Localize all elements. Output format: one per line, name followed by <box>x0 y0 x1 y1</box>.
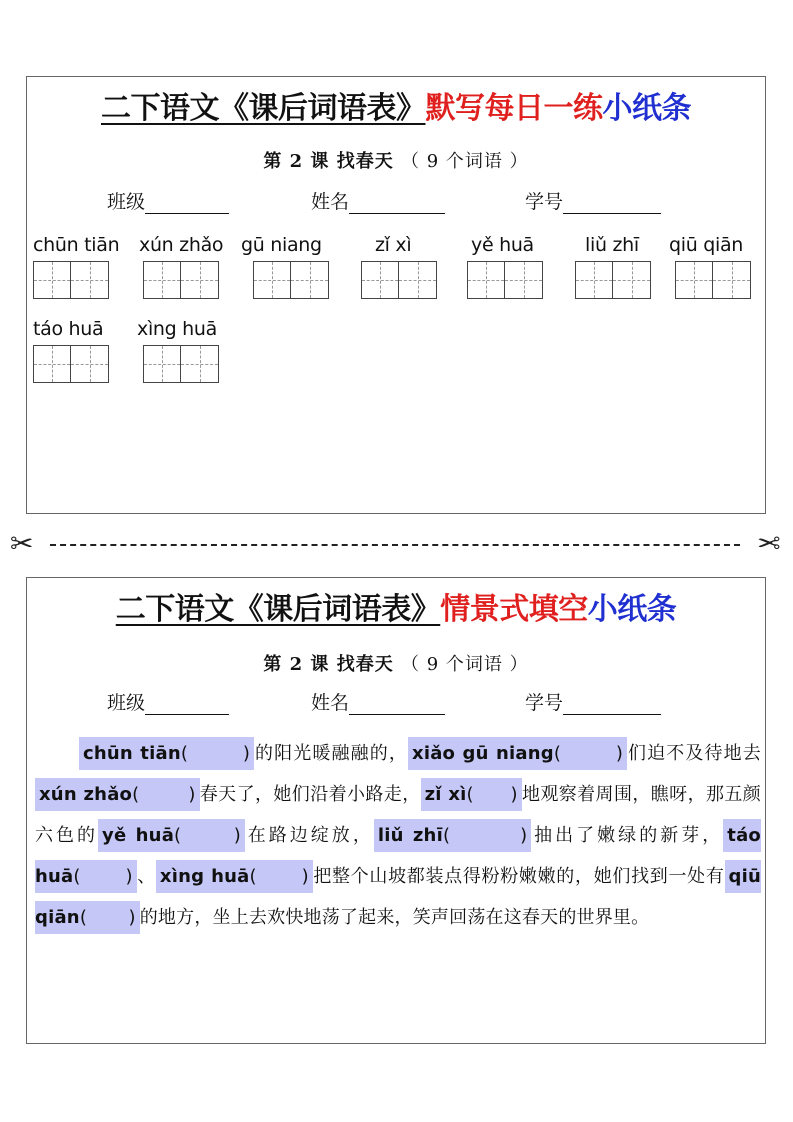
blank-xun-zhao[interactable] <box>35 778 200 811</box>
writing-cell[interactable] <box>143 345 181 383</box>
name-blank-line[interactable] <box>349 694 445 715</box>
cut-line <box>10 528 780 562</box>
writing-cell[interactable] <box>575 261 613 299</box>
title-highlight-blue: 小纸条 <box>602 91 691 126</box>
class-field[interactable] <box>107 187 229 214</box>
id-blank-line[interactable] <box>563 694 661 715</box>
name-label: 姓名 <box>311 191 350 213</box>
class-field[interactable] <box>107 688 229 715</box>
word-item <box>361 233 437 299</box>
card-title <box>27 590 765 630</box>
blank-chun-tian[interactable] <box>79 737 254 770</box>
title-highlight-red: 默写每日一练 <box>425 91 603 126</box>
writing-cell[interactable] <box>33 261 71 299</box>
writing-cell[interactable] <box>143 261 181 299</box>
blank-zi-xi[interactable] <box>421 778 522 811</box>
passage-text: 的地方，坐上去欢快地荡了起来，笑声回荡在这春天的世界里。 <box>139 907 650 928</box>
writing-cell[interactable] <box>71 261 109 299</box>
id-blank-line[interactable] <box>563 193 661 214</box>
passage-text: 的阳光暖融融的， <box>254 743 409 764</box>
writing-cell[interactable] <box>675 261 713 299</box>
blank-parens[interactable]: ( ) <box>73 866 133 887</box>
word-pinyin: zǐ xì <box>375 234 412 256</box>
writing-cell[interactable] <box>361 261 399 299</box>
word-pinyin: táo huā <box>33 318 104 340</box>
writing-grid[interactable] <box>253 261 329 299</box>
dashed-divider <box>50 544 740 546</box>
lesson-heading <box>27 650 765 676</box>
id-field[interactable] <box>525 187 661 214</box>
blank-parens[interactable]: ( ) <box>79 907 136 928</box>
word-pinyin: qiū qiān <box>669 234 744 256</box>
writing-cell[interactable] <box>253 261 291 299</box>
writing-cell[interactable] <box>181 261 219 299</box>
word-item <box>137 317 219 383</box>
word-count: （ 9 个词语 ） <box>400 654 529 675</box>
word-pinyin: yě huā <box>471 234 534 256</box>
blank-pinyin: liǔ zhī <box>377 825 443 846</box>
scissors-left-icon: ✂ <box>10 527 34 560</box>
passage-text: 春天了，她们沿着小路走， <box>199 784 421 805</box>
name-field[interactable] <box>311 187 445 214</box>
id-label: 学号 <box>525 191 564 213</box>
passage-text: 抽出了嫩绿的新芽， <box>531 825 724 846</box>
lesson-name: 第 2 课 找春天 <box>263 151 394 172</box>
class-blank-line[interactable] <box>145 694 229 715</box>
title-main: 二下语文《课后词语表》 <box>101 91 426 126</box>
word-pinyin: gū niang <box>241 234 322 256</box>
blank-parens[interactable]: ( ) <box>249 866 309 887</box>
blank-pinyin: xiǎo gū niang <box>412 743 554 764</box>
class-label: 班级 <box>107 191 146 213</box>
word-pinyin: xún zhǎo <box>139 234 224 256</box>
passage-text: 地观察着周围，瞧呀，那五颜六色的 <box>35 784 761 846</box>
blank-pinyin: chūn tiān <box>83 743 181 764</box>
blank-pinyin: qiū qiān <box>35 866 761 928</box>
blank-pinyin: xìng huā <box>159 866 250 887</box>
writing-cell[interactable] <box>613 261 651 299</box>
passage <box>35 733 761 938</box>
name-label: 姓名 <box>311 692 350 714</box>
blank-pinyin: zǐ xì <box>424 784 467 805</box>
blank-liu-zhi[interactable] <box>374 819 531 852</box>
passage-text: 在路边绽放， <box>244 825 374 846</box>
lesson-heading <box>27 147 765 173</box>
class-label: 班级 <box>107 692 146 714</box>
writing-grid[interactable] <box>143 345 219 383</box>
passage-text: 们迫不及待地去 <box>627 743 761 764</box>
writing-cell[interactable] <box>181 345 219 383</box>
writing-cell[interactable] <box>33 345 71 383</box>
word-pinyin: xìng huā <box>137 318 217 340</box>
writing-cell[interactable] <box>467 261 505 299</box>
id-field[interactable] <box>525 688 661 715</box>
word-count: （ 9 个词语 ） <box>400 151 529 172</box>
scissors-right-icon: ✂ <box>756 527 780 560</box>
name-blank-line[interactable] <box>349 193 445 214</box>
fill-in-card <box>26 577 766 1044</box>
dictation-card <box>26 76 766 514</box>
writing-cell[interactable] <box>399 261 437 299</box>
blank-parens[interactable]: ( ) <box>553 743 624 764</box>
title-main: 二下语文《课后词语表》 <box>115 592 441 627</box>
word-item <box>33 317 109 383</box>
writing-cell[interactable] <box>505 261 543 299</box>
blank-parens[interactable]: ( ) <box>466 784 518 805</box>
word-item <box>575 233 651 299</box>
class-blank-line[interactable] <box>145 193 229 214</box>
passage-text: 把整个山坡都装点得粉粉嫩嫩的，她们找到一处有 <box>312 866 725 887</box>
name-field[interactable] <box>311 688 445 715</box>
word-pinyin: chūn tiān <box>33 234 120 256</box>
blank-parens[interactable]: ( ) <box>442 825 528 846</box>
word-pinyin: liǔ zhī <box>585 234 639 256</box>
blank-pinyin: yě huā <box>102 825 175 846</box>
writing-grid[interactable] <box>575 261 651 299</box>
card-title <box>27 89 765 129</box>
blank-parens[interactable]: ( ) <box>180 743 251 764</box>
id-label: 学号 <box>525 692 564 714</box>
blank-parens[interactable]: ( ) <box>132 784 196 805</box>
writing-cell[interactable] <box>291 261 329 299</box>
blank-xing-hua[interactable] <box>156 860 313 893</box>
word-item <box>33 233 119 299</box>
writing-cell[interactable] <box>713 261 751 299</box>
word-item <box>139 233 223 299</box>
writing-cell[interactable] <box>71 345 109 383</box>
blank-parens[interactable]: ( ) <box>174 825 241 846</box>
blank-ye-hua[interactable] <box>98 819 245 852</box>
word-item <box>467 233 543 299</box>
writing-grid[interactable] <box>33 261 119 299</box>
title-highlight-blue: 小纸条 <box>587 592 677 627</box>
blank-pinyin: xún zhǎo <box>39 784 133 805</box>
lesson-name: 第 2 课 找春天 <box>263 654 394 675</box>
word-item <box>241 233 329 299</box>
writing-grid[interactable] <box>467 261 543 299</box>
writing-grid[interactable] <box>143 261 223 299</box>
writing-grid[interactable] <box>675 261 751 299</box>
writing-grid[interactable] <box>361 261 437 299</box>
word-item <box>669 233 751 299</box>
title-highlight-red: 情景式填空 <box>440 592 588 627</box>
blank-xiao-gu-niang[interactable] <box>408 737 627 770</box>
writing-grid[interactable] <box>33 345 109 383</box>
passage-text: 、 <box>136 866 156 887</box>
blank-pinyin: táo huā <box>35 825 761 887</box>
